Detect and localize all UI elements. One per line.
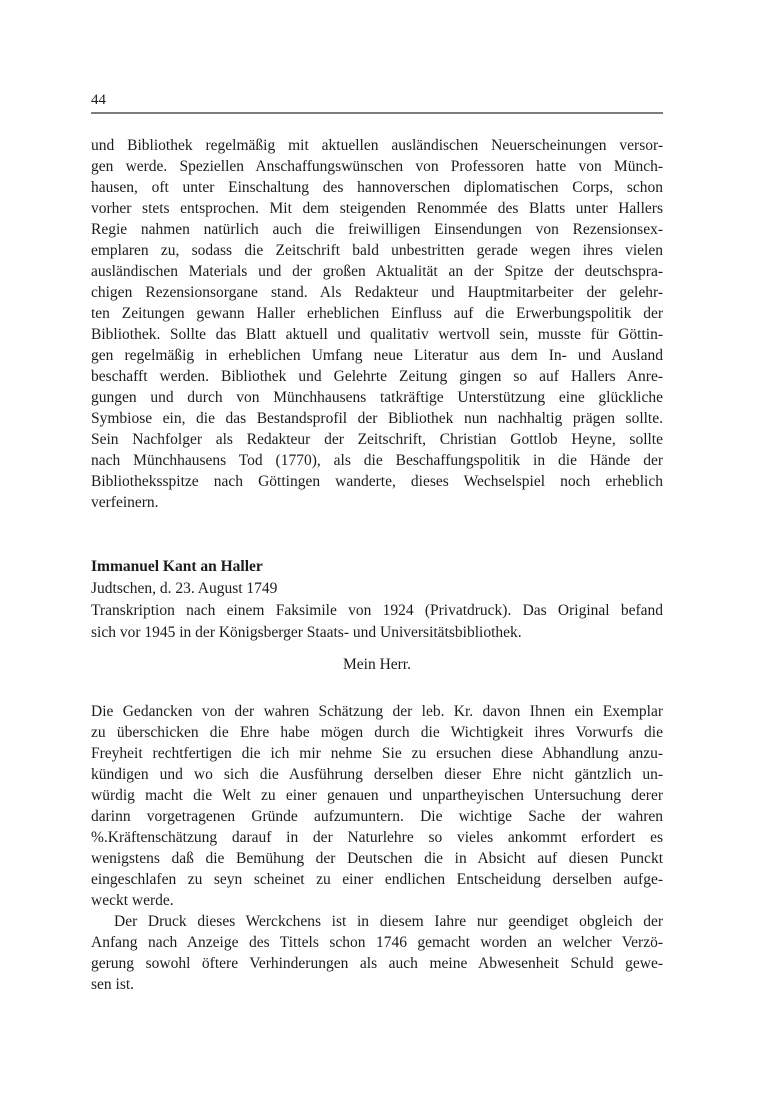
text-line: beschafft werden. Bibliothek und Gelehrte Zeitung gingen so auf Hallers Anre- (91, 368, 663, 385)
text-line: würdig macht die Welt zu einer genauen und unpartheyischen Untersuchung derer (91, 787, 663, 804)
letter-paragraph-2 (91, 911, 663, 995)
text-line: Sein Nachfolger als Redakteur der Zeitschrift, Christian Gottlob Heyne, sollte (91, 431, 663, 448)
text-line: eingeschlafen zu seyn scheinet zu einer endlichen Entscheidung derselben aufge- (91, 871, 663, 888)
text-line: Anfang nach Anzeige des Tittels schon 1746 gemacht worden an welcher Verzö- (91, 934, 663, 951)
letter-dateline: Judtschen, d. 23. August 1749 (91, 580, 278, 597)
letter-source-note (91, 600, 663, 644)
text-line: %.Kräftenschätzung darauf in der Naturlehre so vieles ankommt erfordert es (91, 829, 663, 846)
text-line: hausen, oft unter Einschaltung des hannoverschen diplomatischen Corps, schon (91, 179, 663, 196)
text-line: kündigen und wo sich die Ausführung derselben dieser Ehre nicht gäntzlich un- (91, 766, 663, 783)
text-line: gen werde. Speziellen Anschaffungswünschen von Professoren hatte von Münch- (91, 158, 663, 175)
text-line: emplaren zu, sodass die Zeitschrift bald unbestritten gerade wegen ihres vielen (91, 242, 663, 259)
text-line: und Bibliothek regelmäßig mit aktuellen ausländischen Neuerscheinungen versor- (91, 137, 663, 154)
text-line: weckt werde. (91, 892, 174, 909)
text-line: Regie nahmen natürlich auch die freiwilligen Einsendungen von Rezensionsex- (91, 221, 663, 238)
letter-header (91, 556, 663, 644)
text-line: verfeinern. (91, 494, 159, 511)
text-line: wenigstens daß die Bemühung der Deutschen die in Absicht auf diesen Punckt (91, 850, 663, 867)
text-line: gen regelmäßig in erheblichen Umfang neue Literatur aus dem In- und Ausland (91, 347, 663, 364)
text-line: ten Zeitungen gewann Haller erheblichen Einfluss auf die Erwerbungspolitik der (91, 305, 663, 322)
header-rule (91, 112, 663, 114)
text-line: ausländischen Materials und der großen Aktualität an der Spitze der deutschspra- (91, 263, 663, 280)
text-line: gungen und durch von Münchhausens tatkräftige Unterstützung eine glückliche (91, 389, 663, 406)
text-line: gerung sowohl öftere Verhinderungen als auch meine Abwesenheit Schuld gewe- (91, 955, 663, 972)
text-line: Bibliothek. Sollte das Blatt aktuell und qualitativ wertvoll sein, musste für Göttin- (91, 326, 663, 343)
text-line: Freyheit rechtfertigen die ich mir nehme Sie zu ersuchen diese Abhandlung anzu- (91, 745, 663, 762)
text-line: Symbiose ein, die das Bestandsprofil der Bibliothek nun nachhaltig prägen sollte. (91, 410, 663, 427)
text-line: sen ist. (91, 976, 135, 993)
page-number: 44 (91, 92, 106, 108)
text-line: darinn vorgetragenen Gründe aufzumuntern. Die wichtige Sache der wahren (91, 808, 663, 825)
text-line: nach Münchhausens Tod (1770), als die Beschaffungspolitik in die Hände der (91, 452, 663, 469)
text-line: sich vor 1945 in der Königsberger Staats- und Universitätsbibliothek. (91, 624, 522, 641)
text-line: Bibliotheksspitze nach Göttingen wanderte, dieses Wechselspiel noch erheblich (91, 473, 663, 490)
text-line: Die Gedancken von der wahren Schätzung der leb. Kr. davon Ihnen ein Exemplar (91, 703, 663, 720)
text-line: vorher stets entsprochen. Mit dem steigenden Renommée des Blatts unter Hallers (91, 200, 663, 217)
intro-paragraph (91, 135, 663, 513)
letter-salutation: Mein Herr. (342, 656, 411, 673)
letter-paragraph-1 (91, 701, 663, 911)
text-line: chigen Rezensionsorgane stand. Als Redakteur und Hauptmitarbeiter der gelehr- (91, 284, 663, 301)
letter-heading: Immanuel Kant an Haller (91, 558, 263, 575)
text-line: zu überschicken die Ehre habe mögen durch die Wichtigkeit ihres Vorwurfs die (91, 724, 663, 741)
text-line: Transkription nach einem Faksimile von 1924 (Privatdruck). Das Original befand (91, 602, 663, 619)
text-line: Der Druck dieses Werckchens ist in diesem Iahre nur geendiget obgleich der (114, 913, 663, 930)
page-header (91, 91, 663, 114)
